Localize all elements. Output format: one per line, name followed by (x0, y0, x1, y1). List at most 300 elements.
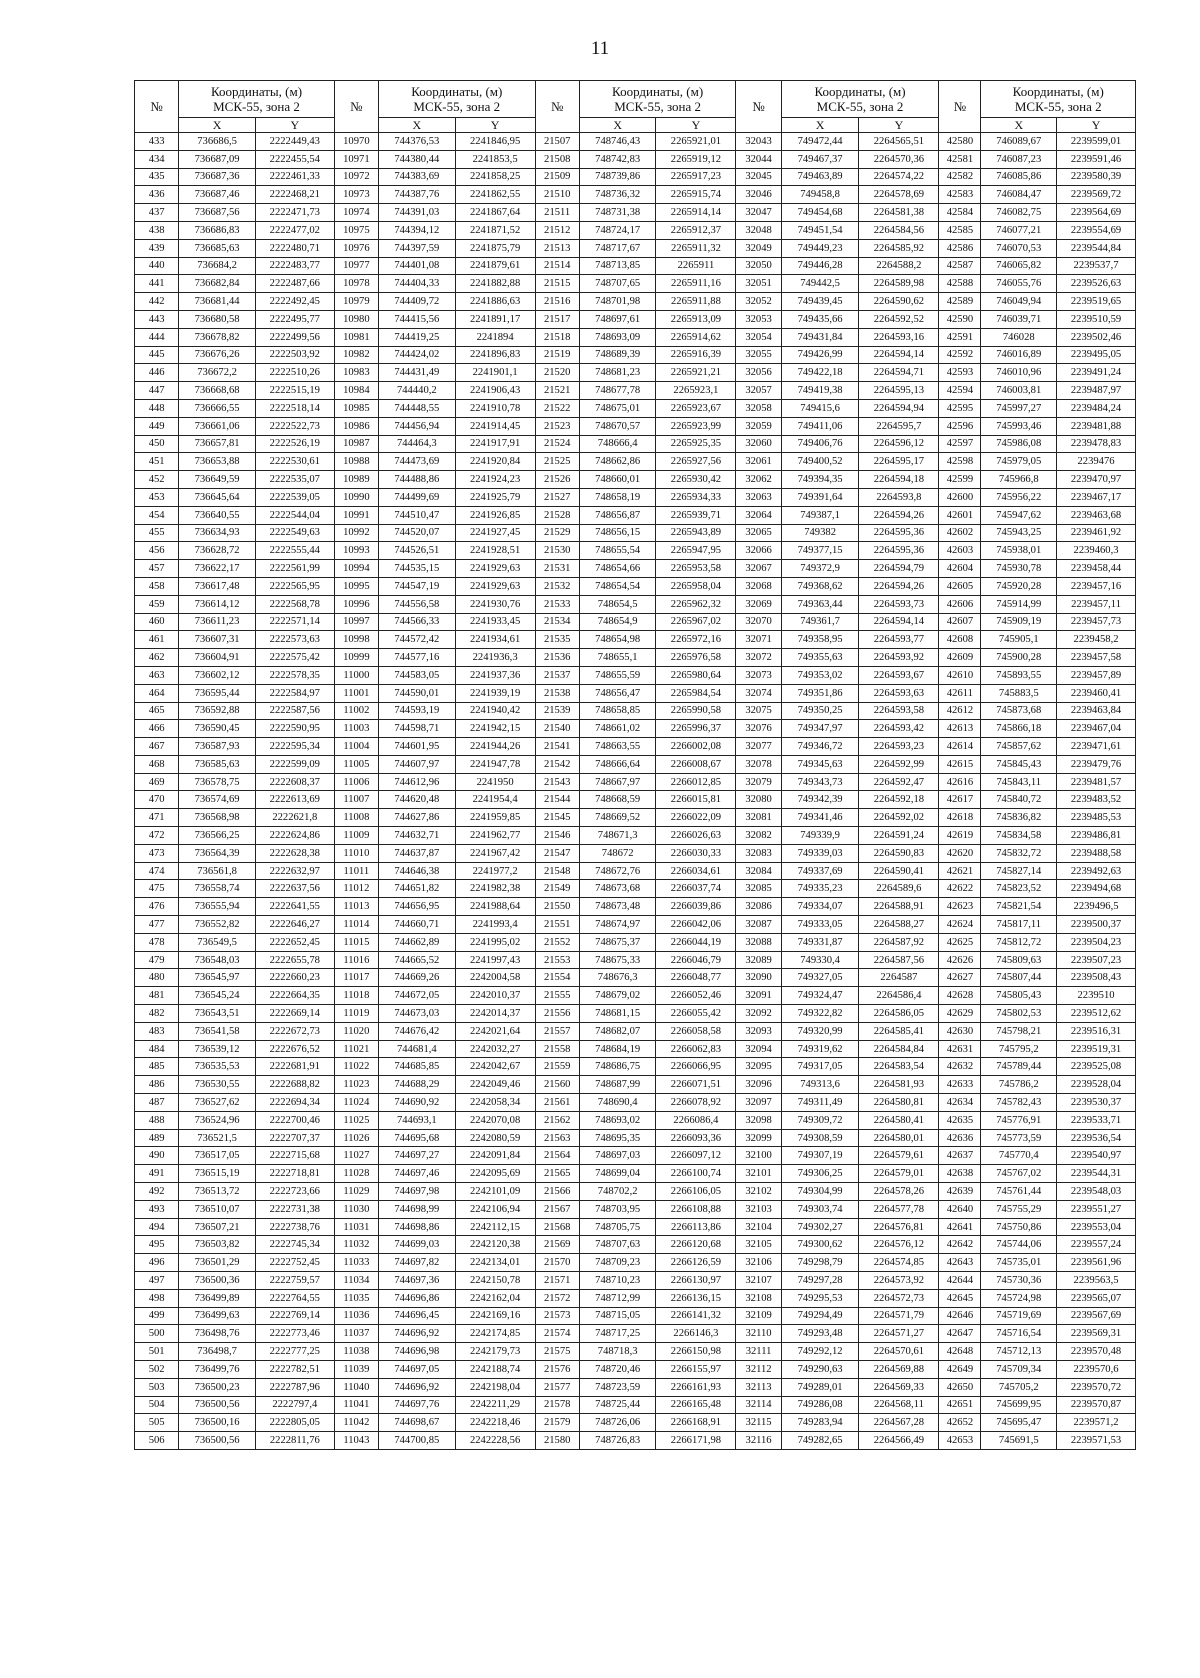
point-number: 11029 (334, 1183, 378, 1201)
coord-x: 748726,06 (579, 1414, 656, 1432)
coord-x: 748712,99 (579, 1289, 656, 1307)
coord-y: 2241927,45 (455, 524, 535, 542)
coord-x: 745832,72 (981, 844, 1057, 862)
coord-y: 2241967,42 (455, 844, 535, 862)
coord-x: 745956,22 (981, 488, 1057, 506)
coord-y: 2241871,52 (455, 221, 535, 239)
point-number: 474 (135, 862, 179, 880)
point-number: 433 (135, 133, 179, 151)
y-header: Y (656, 118, 736, 133)
table-row (135, 720, 1136, 738)
coord-x: 745776,91 (981, 1111, 1057, 1129)
coord-y: 2222628,38 (255, 844, 334, 862)
coord-x: 744698,67 (379, 1414, 456, 1432)
coord-x: 736499,89 (179, 1289, 256, 1307)
coord-x: 745834,58 (981, 827, 1057, 845)
coord-y: 2242211,29 (455, 1396, 535, 1414)
coord-y: 2264592,18 (859, 791, 939, 809)
coord-x: 749290,63 (781, 1360, 859, 1378)
coord-x: 736548,03 (179, 951, 256, 969)
coord-x: 748672 (579, 844, 656, 862)
point-number: 436 (135, 186, 179, 204)
coord-y: 2264588,2 (859, 257, 939, 275)
coord-y: 2239536,54 (1057, 1129, 1136, 1147)
table-row (135, 1165, 1136, 1183)
point-number: 10993 (334, 542, 378, 560)
coord-x: 745905,1 (981, 631, 1057, 649)
coord-x: 736666,55 (179, 399, 256, 417)
point-number: 11035 (334, 1289, 378, 1307)
coord-y: 2241947,78 (455, 755, 535, 773)
coord-x: 749451,54 (781, 221, 859, 239)
point-number: 448 (135, 399, 179, 417)
coord-x: 748693,02 (579, 1111, 656, 1129)
coord-x: 736500,16 (179, 1414, 256, 1432)
point-number: 21580 (535, 1432, 579, 1450)
coord-x: 748705,75 (579, 1218, 656, 1236)
coord-y: 2266097,12 (656, 1147, 736, 1165)
point-number: 11025 (334, 1111, 378, 1129)
coord-y: 2239548,03 (1057, 1183, 1136, 1201)
point-number: 21552 (535, 933, 579, 951)
point-number: 42607 (939, 613, 981, 631)
point-number: 467 (135, 738, 179, 756)
coord-x: 748742,83 (579, 150, 656, 168)
coord-y: 2264574,85 (859, 1254, 939, 1272)
point-number: 21547 (535, 844, 579, 862)
coord-x: 748675,33 (579, 951, 656, 969)
point-number: 42630 (939, 1022, 981, 1040)
point-number: 11024 (334, 1094, 378, 1112)
coord-x: 744409,72 (379, 293, 456, 311)
coord-y: 2266002,08 (656, 738, 736, 756)
coord-x: 748703,95 (579, 1200, 656, 1218)
point-number: 10999 (334, 649, 378, 667)
coord-y: 2222575,42 (255, 649, 334, 667)
coord-x: 748663,55 (579, 738, 656, 756)
coordinates-title: Координаты, (м) (612, 84, 704, 99)
table-row (135, 827, 1136, 845)
point-number: 11006 (334, 773, 378, 791)
coord-y: 2222731,38 (255, 1200, 334, 1218)
coord-x: 736541,58 (179, 1022, 256, 1040)
num-header: № (736, 81, 781, 133)
point-number: 21528 (535, 506, 579, 524)
coord-y: 2264586,4 (859, 987, 939, 1005)
coord-y: 2264590,41 (859, 862, 939, 880)
coord-x: 744681,4 (379, 1040, 456, 1058)
coord-x: 736515,19 (179, 1165, 256, 1183)
point-number: 42638 (939, 1165, 981, 1183)
coord-y: 2222565,95 (255, 577, 334, 595)
coord-y: 2222660,23 (255, 969, 334, 987)
table-row (135, 880, 1136, 898)
coord-x: 744699,03 (379, 1236, 456, 1254)
point-number: 21564 (535, 1147, 579, 1165)
coord-y: 2239467,04 (1057, 720, 1136, 738)
coord-x: 748689,39 (579, 346, 656, 364)
point-number: 32102 (736, 1183, 781, 1201)
point-number: 42613 (939, 720, 981, 738)
coord-x: 744401,08 (379, 257, 456, 275)
coord-x: 749327,05 (781, 969, 859, 987)
point-number: 453 (135, 488, 179, 506)
coord-y: 2222805,05 (255, 1414, 334, 1432)
coordinates-header (981, 81, 1136, 118)
point-number: 42650 (939, 1378, 981, 1396)
coord-x: 749342,39 (781, 791, 859, 809)
coord-y: 2222641,55 (255, 898, 334, 916)
coord-y: 2239567,69 (1057, 1307, 1136, 1325)
point-number: 21513 (535, 239, 579, 257)
coord-x: 744520,07 (379, 524, 456, 542)
coord-y: 2222495,77 (255, 310, 334, 328)
coord-x: 736530,55 (179, 1076, 256, 1094)
coord-y: 2264593,92 (859, 649, 939, 667)
coord-x: 748668,59 (579, 791, 656, 809)
coord-x: 744651,82 (379, 880, 456, 898)
coord-x: 736543,51 (179, 1005, 256, 1023)
coord-x: 736645,64 (179, 488, 256, 506)
point-number: 21545 (535, 809, 579, 827)
coord-x: 744697,27 (379, 1147, 456, 1165)
point-number: 42641 (939, 1218, 981, 1236)
coord-x: 745997,27 (981, 399, 1057, 417)
coord-y: 2266150,98 (656, 1343, 736, 1361)
coord-y: 2264580,41 (859, 1111, 939, 1129)
coord-y: 2239461,92 (1057, 524, 1136, 542)
point-number: 21563 (535, 1129, 579, 1147)
point-number: 42604 (939, 560, 981, 578)
point-number: 11030 (334, 1200, 378, 1218)
coord-y: 2265953,58 (656, 560, 736, 578)
coord-y: 2239485,53 (1057, 809, 1136, 827)
coord-y: 2239486,81 (1057, 827, 1136, 845)
coord-x: 744696,98 (379, 1343, 456, 1361)
point-number: 32045 (736, 168, 781, 186)
coord-y: 2239580,39 (1057, 168, 1136, 186)
point-number: 42608 (939, 631, 981, 649)
coord-y: 2264596,12 (859, 435, 939, 453)
table-row (135, 862, 1136, 880)
coord-y: 2264568,11 (859, 1396, 939, 1414)
coord-y: 2222487,66 (255, 275, 334, 293)
point-number: 21540 (535, 720, 579, 738)
coord-x: 744627,86 (379, 809, 456, 827)
point-number: 42594 (939, 382, 981, 400)
coord-y: 2266078,92 (656, 1094, 736, 1112)
coord-x: 745883,5 (981, 684, 1057, 702)
coord-x: 736595,44 (179, 684, 256, 702)
coord-x: 736640,55 (179, 506, 256, 524)
coord-x: 748715,05 (579, 1307, 656, 1325)
coord-y: 2264595,36 (859, 542, 939, 560)
coord-y: 2241995,02 (455, 933, 535, 951)
coord-y: 2222468,21 (255, 186, 334, 204)
coordinates-title: Координаты, (м) (814, 84, 906, 99)
x-header: X (579, 118, 656, 133)
point-number: 506 (135, 1432, 179, 1450)
coord-x: 736524,96 (179, 1111, 256, 1129)
coord-y: 2241858,25 (455, 168, 535, 186)
coord-x: 749458,8 (781, 186, 859, 204)
coord-x: 736507,21 (179, 1218, 256, 1236)
coord-y: 2222718,81 (255, 1165, 334, 1183)
point-number: 32101 (736, 1165, 781, 1183)
coord-x: 736558,74 (179, 880, 256, 898)
point-number: 11009 (334, 827, 378, 845)
coord-x: 749387,1 (781, 506, 859, 524)
point-number: 11027 (334, 1147, 378, 1165)
coord-y: 2239458,44 (1057, 560, 1136, 578)
point-number: 42653 (939, 1432, 981, 1450)
point-number: 32064 (736, 506, 781, 524)
coord-y: 2265914,62 (656, 328, 736, 346)
coord-y: 2264565,51 (859, 133, 939, 151)
coord-x: 736574,69 (179, 791, 256, 809)
point-number: 434 (135, 150, 179, 168)
coord-x: 749472,44 (781, 133, 859, 151)
coord-x: 736500,36 (179, 1272, 256, 1290)
coord-x: 748656,47 (579, 684, 656, 702)
point-number: 21523 (535, 417, 579, 435)
point-number: 21561 (535, 1094, 579, 1112)
point-number: 10980 (334, 310, 378, 328)
point-number: 32060 (736, 435, 781, 453)
coord-y: 2264577,78 (859, 1200, 939, 1218)
coord-x: 749343,73 (781, 773, 859, 791)
table-row (135, 773, 1136, 791)
point-number: 42600 (939, 488, 981, 506)
table-row (135, 898, 1136, 916)
coord-y: 2265923,99 (656, 417, 736, 435)
coord-y: 2239484,24 (1057, 399, 1136, 417)
coord-y: 2241925,79 (455, 488, 535, 506)
coord-x: 745719,69 (981, 1307, 1057, 1325)
coord-y: 2239563,5 (1057, 1272, 1136, 1290)
coord-y: 2242174,85 (455, 1325, 535, 1343)
coord-x: 745823,52 (981, 880, 1057, 898)
coord-x: 745770,4 (981, 1147, 1057, 1165)
table-row (135, 542, 1136, 560)
coord-y: 2239570,48 (1057, 1343, 1136, 1361)
coord-x: 748675,37 (579, 933, 656, 951)
coord-x: 748710,23 (579, 1272, 656, 1290)
point-number: 440 (135, 257, 179, 275)
coord-y: 2222535,07 (255, 471, 334, 489)
coord-y: 2242106,94 (455, 1200, 535, 1218)
coord-x: 744547,19 (379, 577, 456, 595)
coord-y: 2239512,62 (1057, 1005, 1136, 1023)
point-number: 10990 (334, 488, 378, 506)
point-number: 11038 (334, 1343, 378, 1361)
point-number: 504 (135, 1396, 179, 1414)
point-number: 32071 (736, 631, 781, 649)
table-row (135, 239, 1136, 257)
point-number: 488 (135, 1111, 179, 1129)
coord-y: 2264595,13 (859, 382, 939, 400)
coord-y: 2239557,24 (1057, 1236, 1136, 1254)
coord-x: 736498,76 (179, 1325, 256, 1343)
coord-x: 744394,12 (379, 221, 456, 239)
coord-y: 2222499,56 (255, 328, 334, 346)
point-number: 32100 (736, 1147, 781, 1165)
coord-y: 2242049,46 (455, 1076, 535, 1094)
coord-x: 746003,81 (981, 382, 1057, 400)
coord-y: 2264592,02 (859, 809, 939, 827)
point-number: 441 (135, 275, 179, 293)
y-header: Y (255, 118, 334, 133)
coord-y: 2264585,92 (859, 239, 939, 257)
table-row (135, 684, 1136, 702)
point-number: 21544 (535, 791, 579, 809)
coord-y: 2265925,35 (656, 435, 736, 453)
coord-y: 2222480,71 (255, 239, 334, 257)
point-number: 32095 (736, 1058, 781, 1076)
coord-y: 2241933,45 (455, 613, 535, 631)
coord-y: 2222483,77 (255, 257, 334, 275)
x-header: X (981, 118, 1057, 133)
coord-x: 745782,43 (981, 1094, 1057, 1112)
coord-y: 2264570,61 (859, 1343, 939, 1361)
coord-x: 748709,23 (579, 1254, 656, 1272)
coord-x: 745914,99 (981, 595, 1057, 613)
coord-x: 744415,56 (379, 310, 456, 328)
point-number: 32081 (736, 809, 781, 827)
point-number: 32047 (736, 204, 781, 222)
coord-y: 2242091,84 (455, 1147, 535, 1165)
coord-x: 749309,72 (781, 1111, 859, 1129)
point-number: 32091 (736, 987, 781, 1005)
coord-y: 2239540,97 (1057, 1147, 1136, 1165)
coord-y: 2239544,31 (1057, 1165, 1136, 1183)
coord-y: 2239458,2 (1057, 631, 1136, 649)
coord-x: 749307,19 (781, 1147, 859, 1165)
point-number: 21550 (535, 898, 579, 916)
coord-y: 2264594,14 (859, 613, 939, 631)
coord-x: 745755,29 (981, 1200, 1057, 1218)
point-number: 501 (135, 1343, 179, 1361)
point-number: 464 (135, 684, 179, 702)
coord-x: 744456,94 (379, 417, 456, 435)
coord-y: 2264573,92 (859, 1272, 939, 1290)
coord-y: 2239481,57 (1057, 773, 1136, 791)
coord-x: 736653,88 (179, 453, 256, 471)
point-number: 21512 (535, 221, 579, 239)
coord-y: 2241954,4 (455, 791, 535, 809)
point-number: 476 (135, 898, 179, 916)
coord-y: 2239526,63 (1057, 275, 1136, 293)
coord-y: 2242169,16 (455, 1307, 535, 1325)
coord-y: 2265930,42 (656, 471, 736, 489)
point-number: 42626 (939, 951, 981, 969)
point-number: 21554 (535, 969, 579, 987)
point-number: 462 (135, 649, 179, 667)
point-number: 42589 (939, 293, 981, 311)
coord-x: 746070,53 (981, 239, 1057, 257)
coord-x: 745947,62 (981, 506, 1057, 524)
point-number: 11031 (334, 1218, 378, 1236)
coord-x: 736549,5 (179, 933, 256, 951)
point-number: 10977 (334, 257, 378, 275)
coord-x: 745761,44 (981, 1183, 1057, 1201)
coord-y: 2222811,76 (255, 1432, 334, 1450)
point-number: 42592 (939, 346, 981, 364)
coord-y: 2264587,92 (859, 933, 939, 951)
point-number: 21518 (535, 328, 579, 346)
point-number: 32073 (736, 666, 781, 684)
point-number: 10973 (334, 186, 378, 204)
coord-y: 2266161,93 (656, 1378, 736, 1396)
coord-y: 2264593,42 (859, 720, 939, 738)
coord-x: 745966,8 (981, 471, 1057, 489)
coord-y: 2264594,18 (859, 471, 939, 489)
point-number: 42631 (939, 1040, 981, 1058)
point-number: 42580 (939, 133, 981, 151)
point-number: 11019 (334, 1005, 378, 1023)
point-number: 32090 (736, 969, 781, 987)
table-row (135, 328, 1136, 346)
coord-x: 749320,99 (781, 1022, 859, 1040)
coord-x: 748693,09 (579, 328, 656, 346)
point-number: 10998 (334, 631, 378, 649)
table-row (135, 613, 1136, 631)
point-number: 21579 (535, 1414, 579, 1432)
coord-y: 2264579,01 (859, 1165, 939, 1183)
point-number: 21578 (535, 1396, 579, 1414)
coord-y: 2266022,09 (656, 809, 736, 827)
table-row (135, 1378, 1136, 1396)
coord-y: 2239492,63 (1057, 862, 1136, 880)
coord-y: 2239483,52 (1057, 791, 1136, 809)
coord-y: 2239510 (1057, 987, 1136, 1005)
coord-y: 2266046,79 (656, 951, 736, 969)
coord-y: 2264591,24 (859, 827, 939, 845)
coord-x: 736535,53 (179, 1058, 256, 1076)
table-row (135, 1200, 1136, 1218)
coord-x: 736686,5 (179, 133, 256, 151)
point-number: 477 (135, 916, 179, 934)
coord-x: 749345,63 (781, 755, 859, 773)
coord-x: 744380,44 (379, 150, 456, 168)
coord-y: 2222700,46 (255, 1111, 334, 1129)
point-number: 21541 (535, 738, 579, 756)
coord-x: 736614,12 (179, 595, 256, 613)
coord-y: 2264584,56 (859, 221, 939, 239)
point-number: 32080 (736, 791, 781, 809)
coordinates-title: Координаты, (м) (1012, 84, 1104, 99)
coord-x: 736500,56 (179, 1432, 256, 1450)
coord-y: 2266141,32 (656, 1307, 736, 1325)
coord-x: 745691,5 (981, 1432, 1057, 1450)
point-number: 32106 (736, 1254, 781, 1272)
coord-y: 2266044,19 (656, 933, 736, 951)
coord-x: 745750,86 (981, 1218, 1057, 1236)
coord-y: 2222549,63 (255, 524, 334, 542)
coord-x: 749300,62 (781, 1236, 859, 1254)
coord-y: 2222624,86 (255, 827, 334, 845)
point-number: 32063 (736, 488, 781, 506)
coord-y: 2264593,77 (859, 631, 939, 649)
coord-y: 2222503,92 (255, 346, 334, 364)
coord-x: 749304,99 (781, 1183, 859, 1201)
coord-x: 749419,38 (781, 382, 859, 400)
point-number: 505 (135, 1414, 179, 1432)
coord-x: 736552,82 (179, 916, 256, 934)
point-number: 42628 (939, 987, 981, 1005)
coord-y: 2264592,47 (859, 773, 939, 791)
coord-y: 2239507,23 (1057, 951, 1136, 969)
